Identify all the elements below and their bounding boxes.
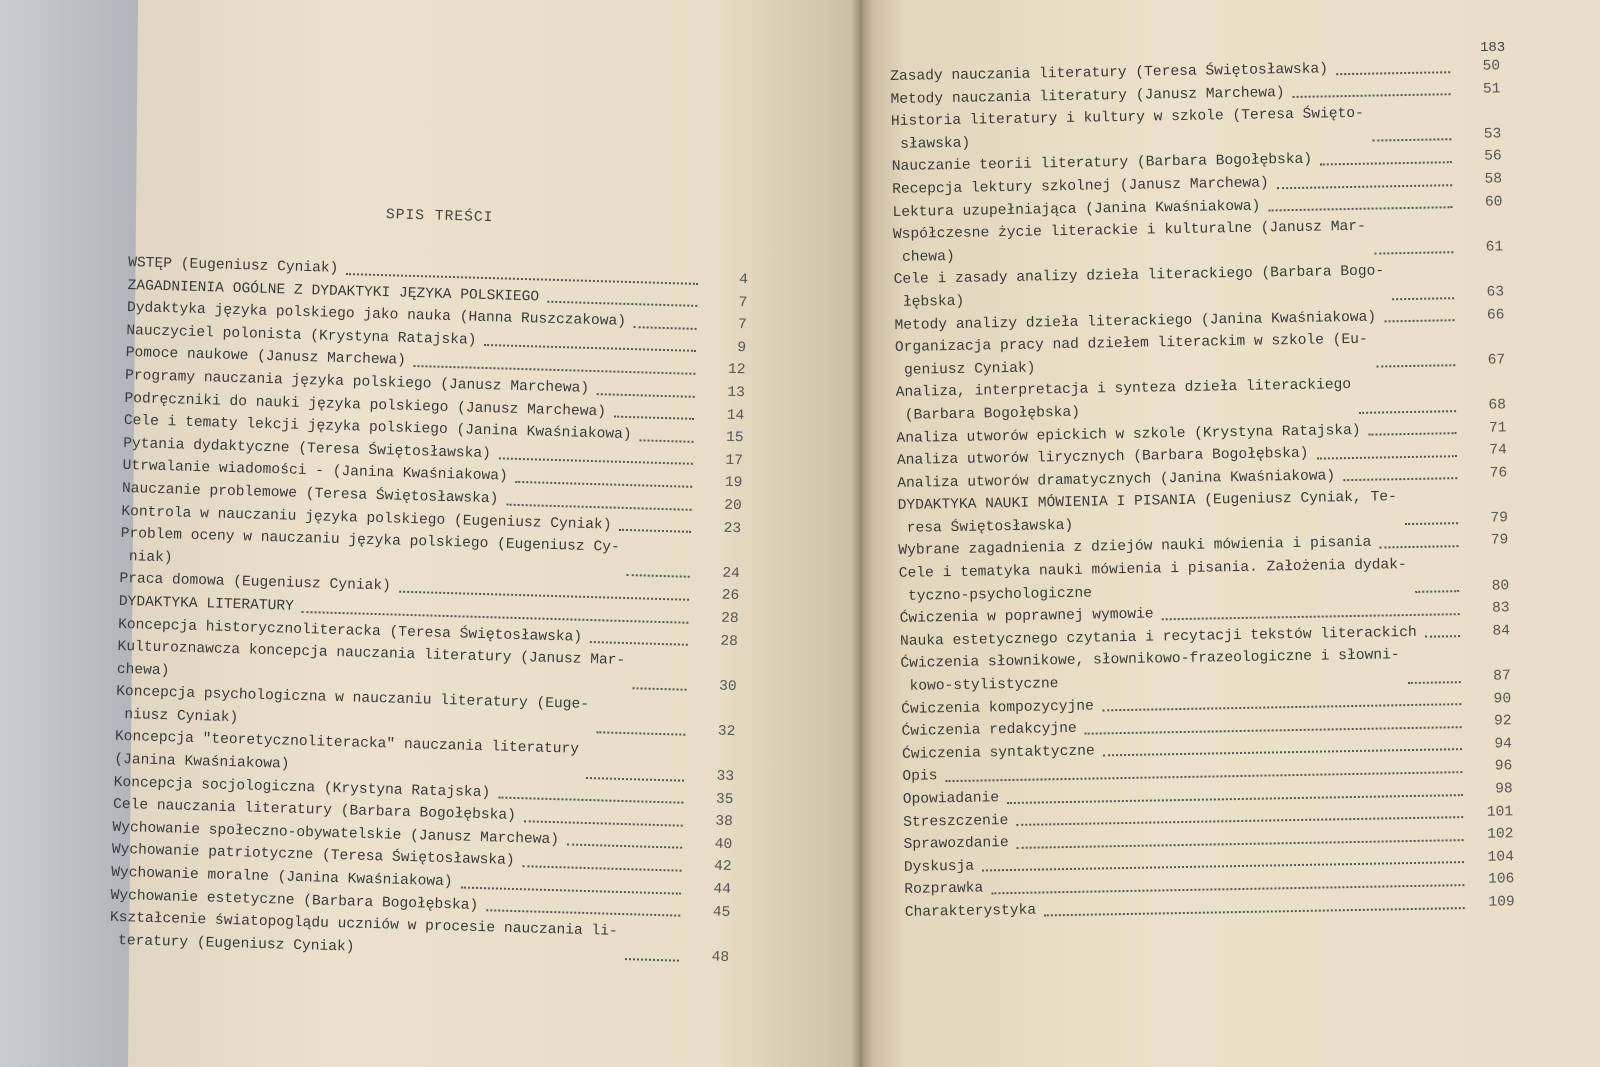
dot-leader [567,844,682,849]
toc-entry-title: Streszczenie [903,812,1009,831]
toc-entry-page: 42 [713,859,732,876]
dot-leader [516,481,693,488]
toc-entry-page: 51 [1482,80,1501,98]
toc-entry-title: Metody nauczania literatury (Janusz Marchewa) [890,84,1285,108]
toc-left-entries [109,252,748,969]
dot-leader [632,688,686,692]
toc-entry-page: 4 [739,272,749,289]
toc-entry-page: 35 [715,791,734,808]
toc-entry-page: 58 [1484,171,1503,188]
toc-entry-page: 13 [727,384,746,402]
dot-leader [1268,206,1452,211]
toc-entry-page: 56 [1484,148,1502,166]
toc-entry-title: WSTĘP (Eugeniusz Cyniak) [128,254,339,277]
toc-entry-page: 14 [726,407,745,424]
toc-entry-page: 83 [1491,600,1510,617]
toc-entry-page: 40 [714,836,733,853]
dot-leader [460,886,680,894]
toc-entry-page: 26 [721,587,740,605]
dot-leader [1405,523,1458,526]
toc-entry-page: 104 [1487,849,1515,866]
toc-entry-title: Wychowanie moralne (Janina Kwaśniakowa) [110,864,453,891]
toc-entry-title: Ćwiczenia redakcyjne [901,721,1077,741]
toc-entry-title: Cele i tematy lekcji języka polskiego (Janina Kwaśniakowa) [123,413,632,444]
toc-entry-page: 80 [1491,577,1510,595]
toc-entry-title: Ćwiczenia w poprawnej wymowie [899,606,1154,628]
dot-leader [627,574,690,578]
toc-entry-title: Dyskusja [903,858,975,876]
toc-entry-page: 94 [1494,736,1513,753]
toc-entry-title: Nauka estetycznego czytania i recytacji tekstów literackich [899,624,1417,650]
dot-leader [1372,139,1451,142]
toc-entry-page: 17 [725,452,744,469]
dot-leader [1369,432,1457,436]
toc-entry-page: 32 [717,723,736,740]
dot-leader [1336,71,1450,75]
toc-entry-title: Pytania dydaktyczne (Teresa Świętosławska) [122,435,492,462]
toc-entry-title: Cele nauczania literatury (Barbara Bogołębska) [112,797,517,825]
toc-entry-page: 60 [1484,193,1503,211]
dot-leader [639,439,693,443]
toc-entry-title: Koncepcja "teoretycznoliteracka" nauczania literatury (Janina Kwaśniakowa) [114,729,580,773]
toc-entry-title: Metody analizy dzieła literackiego (Janina Kwaśniakowa) [894,309,1377,334]
dot-leader [1162,613,1460,620]
toc-entry-page: 19 [724,475,743,492]
toc-entry-page: 50 [1482,58,1501,75]
dot-leader [1343,477,1457,481]
toc-entry-title: Analiza, interpretacja i synteza dzieła literackiego (Barbara Bogołębska) [895,377,1352,424]
toc-entry-title: Koncepcja historycznoliteracka (Teresa Świętosławska) [117,616,583,646]
toc-entry-title: Opis [902,768,938,786]
dot-leader [522,865,681,871]
dot-leader [1425,636,1460,639]
toc-entry-page: 7 [738,294,748,311]
toc-entry-title: Lektura uzupełniająca (Janina Kwaśniakowa) [892,198,1261,221]
toc-entry-page: 109 [1488,894,1515,911]
toc-heading: SPIS TREŚCI [385,207,494,227]
toc-entry-title: Rozprawka [904,880,984,899]
toc-entry-page: 106 [1487,871,1515,889]
toc-entry-page: 15 [725,429,744,447]
dot-leader [1044,907,1465,916]
toc-right-column [890,55,1515,924]
toc-entry-page: 66 [1486,306,1505,324]
toc-entry-title: Cele i tematyka nauki mówienia i pisania. Założenia dydak- tyczno-psychologiczne [898,557,1407,605]
toc-entry-page: 74 [1489,442,1507,459]
dot-leader [1102,703,1461,711]
toc-entry-title: Wybrane zagadnienia z dziejów nauki mówienia i pisania [898,535,1372,560]
book-gutter [851,0,873,1067]
dot-leader [1408,681,1461,684]
toc-entry-page: 79 [1490,510,1509,527]
toc-entry-page: 24 [722,565,741,582]
toc-entry-title: Historia literatury i kultury w szkole (Teresa Święto- sławska) [890,105,1364,153]
dot-leader [1293,93,1451,98]
toc-entry-page: 23 [723,520,742,537]
dot-leader [498,797,683,804]
dot-leader [1393,297,1455,300]
toc-entry-title: Dydaktyka języka polskiego jako nauka (Hanna Ruszczakowa) [126,300,627,331]
toc-entry-page: 79 [1490,532,1509,550]
toc-entry-title: Współczesne życie literackie i kulturalne (Janusz Mar- chewa) [892,218,1366,266]
toc-entry-title: Pomoce naukowe (Janusz Marchewa) [125,345,407,370]
toc-entry-page: 71 [1488,419,1507,437]
toc-entry-page: 38 [715,813,734,831]
toc-entry-page: 20 [723,497,742,515]
dot-leader [586,777,684,782]
toc-entry-title: Wychowanie społeczno-obywatelskie (Janusz Marchewa) [112,819,560,849]
toc-entry-title: Ćwiczenia słownikowe, słownikowo-frazeologiczne i słowni- kowo-stylistyczne [900,647,1400,695]
toc-entry-title: Ćwiczenia kompozycyjne [901,698,1095,718]
toc-entry-page: 7 [737,317,747,334]
toc-entry-title: ZAGADNIENIA OGÓLNE Z DYDAKTYKI JĘZYKA POLSKIEGO [127,277,540,306]
toc-entry-title: Koncepcja psychologiczna w nauczaniu literatury (Euge- niusz Cyniak) [115,684,590,727]
toc-entry-title: DYDAKTYKA LITERATURY [118,593,295,615]
toc-right-entries [890,55,1515,924]
dot-leader [1320,161,1452,165]
toc-entry-title: Sprawozdanie [903,835,1009,854]
toc-entry-page: 48 [711,949,730,966]
toc-entry-title: DYDAKTYKA NAUKI MÓWIENIA I PISANIA (Eugeniusz Cyniak, Te- resa Świętosławska) [897,489,1397,537]
toc-entry-page: 33 [716,768,735,786]
toc-entry-page: 67 [1487,352,1506,369]
toc-entry-page: 92 [1493,713,1512,730]
toc-entry-page: 98 [1495,781,1513,798]
toc-entry-title: Organizacja pracy nad dziełem literackim w szkole (Eu- geniusz Cyniak) [894,331,1368,379]
dot-leader [1374,252,1453,255]
toc-entry-page: 90 [1493,690,1512,708]
toc-entry-title: Cele i zasady analizy dzieła literackiego (Barbara Bogo- łębska) [893,263,1385,311]
dot-leader [1379,545,1458,548]
dot-leader [596,732,685,736]
dot-leader [547,301,697,307]
toc-entry-page: 28 [720,633,739,650]
toc-entry-title: Analiza utworów epickich w szkole (Krystyna Ratajska) [896,422,1361,447]
toc-entry-page: 101 [1486,803,1514,821]
dot-leader [499,458,693,465]
dot-leader [614,416,694,420]
dot-leader [590,641,688,646]
toc-entry-title: Kulturoznawcza koncepcja nauczania literatury (Janusz Mar- chewa) [116,638,626,679]
dot-leader [506,503,691,510]
dot-leader [1360,410,1457,414]
toc-entry-page: 63 [1486,284,1505,301]
dot-leader [484,344,696,352]
toc-entry-title: Nauczyciel polonista (Krystyna Ratajska) [126,322,477,349]
toc-entry-page: 87 [1493,668,1511,685]
toc-entry-page: 84 [1492,623,1511,640]
toc-entry-title: Zasady nauczania literatury (Teresa Świętosławska) [890,61,1329,85]
dot-leader [524,820,683,826]
toc-left-column [109,200,750,969]
toc-entry-page: 102 [1487,826,1514,843]
toc-entry-title: Charakterystyka [904,902,1037,921]
toc-entry-title: Recepcja lektury szkolnej (Janusz Marchewa) [892,175,1269,198]
dot-leader [625,959,679,963]
toc-entry-page: 28 [720,610,739,628]
dot-leader [619,529,691,533]
toc-entry-page: 45 [712,904,731,921]
toc-entry-title: Analiza utworów dramatycznych (Janina Kwaśniakowa) [897,467,1336,492]
toc-entry-title: Nauczanie problemowe (Teresa Świętosławska) [121,480,499,508]
dot-leader [597,393,695,398]
toc-entry-page: 96 [1494,758,1513,775]
toc-entry-title: Koncepcja socjologiczna (Krystyna Ratajska) [113,774,491,801]
toc-entry-title: Problem oceny w nauczaniu języka polskiego (Eugeniusz Cy- niak) [119,525,620,567]
toc-entry-title: Ćwiczenia syntaktyczne [901,743,1095,763]
toc-entry-page: 44 [713,881,732,899]
dot-leader [1277,184,1452,189]
toc-entry-title: Wychowanie estetyczne (Barbara Bogołębska) [110,887,479,914]
dot-leader [1376,364,1455,367]
toc-entry-page: 30 [718,678,737,695]
toc-entry-title: Wychowanie patriotyczne (Teresa Świętosławska) [111,842,515,870]
toc-entry-page: 68 [1488,397,1507,414]
toc-entry-title: Nauczanie teorii literatury (Barbara Bogołębska) [891,152,1313,176]
dot-leader [1384,319,1454,322]
toc-entry-page: 9 [737,339,747,357]
toc-entry-title: Kontrola w nauczaniu języka polskiego (Eugeniusz Cyniak) [121,503,612,534]
toc-entry-page: 12 [727,362,746,379]
dot-leader [1317,455,1457,459]
toc-entry-page: 53 [1483,126,1502,143]
toc-entry-page: 76 [1489,464,1508,482]
toc-entry-title: Praca domowa (Eugeniusz Cyniak) [119,571,392,595]
toc-entry-title: Podręczniki do nauki języka polskiego (Janusz Marchewa) [124,390,607,420]
toc-entry-title: Analiza utworów lirycznych (Barbara Bogołębska) [896,445,1309,470]
toc-entry-page: 61 [1485,239,1504,256]
toc-entry-title: Utrwalanie wiadomości - (Janina Kwaśniakowa) [122,458,508,485]
dot-leader [1085,726,1462,735]
toc-entry-title: Kształcenie światopoglądu uczniów w procesie nauczania li- teratury (Eugeniusz Cyniak) [109,909,618,956]
dot-leader [1415,590,1459,593]
toc-entry-title: Opowiadanie [902,790,1000,808]
dot-leader [486,909,680,916]
page-number: 183 [1480,40,1506,56]
dot-leader [634,326,697,330]
toc-entry-title: Programy nauczania języka polskiego (Janusz Marchewa) [124,367,590,397]
dot-leader [1103,749,1462,757]
